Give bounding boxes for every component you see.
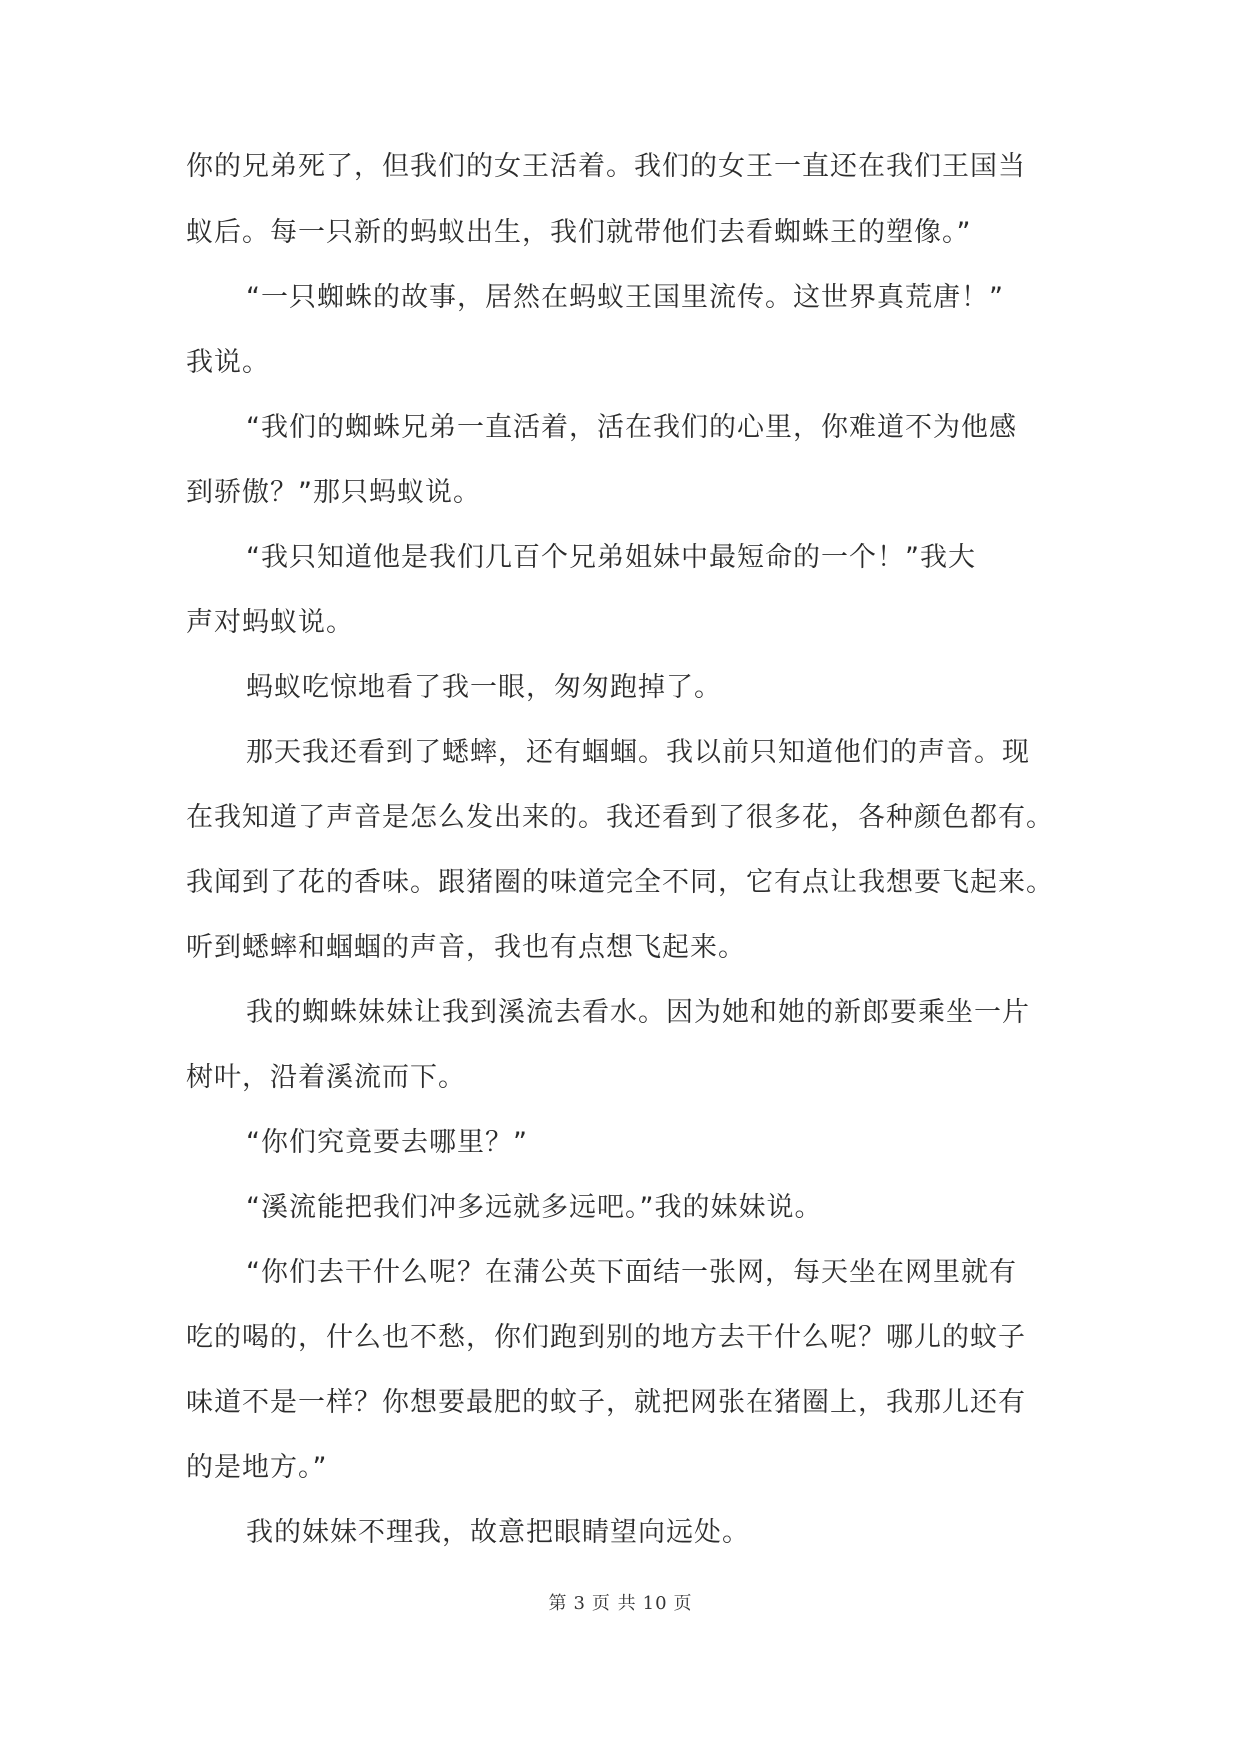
text-line: 蚂蚁吃惊地看了我一眼，匆匆跑掉了。 (246, 672, 722, 703)
text-line: 的是地方。” (186, 1452, 328, 1483)
text-line: 味道不是一样？你想要最肥的蚊子，就把网张在猪圈上，我那儿还有 (186, 1387, 1026, 1418)
text-line: “你们去干什么呢？在蒲公英下面结一张网，每天坐在网里就有 (246, 1257, 1017, 1288)
text-line: 树叶，沿着溪流而下。 (186, 1062, 466, 1093)
footer-current-page: 3 (573, 1593, 586, 1614)
text-line: 声对蚂蚁说。 (186, 607, 354, 638)
text-line: “我只知道他是我们几百个兄弟姐妹中最短命的一个！”我大 (246, 542, 976, 573)
footer-middle: 页 共 (591, 1593, 637, 1614)
text-line: 我的妹妹不理我，故意把眼睛望向远处。 (246, 1517, 750, 1548)
text-line: 蚁后。每一只新的蚂蚁出生，我们就带他们去看蜘蛛王的塑像。” (186, 217, 972, 248)
text-line: 我的蜘蛛妹妹让我到溪流去看水。因为她和她的新郎要乘坐一片 (246, 997, 1030, 1028)
footer-suffix: 页 (673, 1593, 693, 1614)
text-line: 那天我还看到了蟋蟀，还有蝈蝈。我以前只知道他们的声音。现 (246, 737, 1030, 768)
footer-total-pages: 10 (642, 1593, 668, 1614)
text-line: “溪流能把我们冲多远就多远吧。”我的妹妹说。 (246, 1192, 823, 1223)
text-line: 我说。 (186, 347, 270, 378)
text-line: “一只蜘蛛的故事，居然在蚂蚁王国里流传。这世界真荒唐！” (246, 282, 1004, 313)
footer-prefix: 第 (548, 1593, 568, 1614)
text-line: 我闻到了花的香味。跟猪圈的味道完全不同，它有点让我想要飞起来。 (186, 867, 1054, 898)
text-line: 在我知道了声音是怎么发出来的。我还看到了很多花，各种颜色都有。 (186, 802, 1054, 833)
text-line: “你们究竟要去哪里？” (246, 1127, 528, 1158)
text-line: 听到蟋蟀和蝈蝈的声音，我也有点想飞起来。 (186, 932, 746, 963)
text-line: 到骄傲？”那只蚂蚁说。 (186, 477, 481, 508)
page-footer (0, 1592, 1241, 1616)
text-line: 吃的喝的，什么也不愁，你们跑到别的地方去干什么呢？哪儿的蚊子 (186, 1322, 1026, 1353)
text-line: “我们的蜘蛛兄弟一直活着，活在我们的心里，你难道不为他感 (246, 412, 1017, 443)
text-line: 你的兄弟死了，但我们的女王活着。我们的女王一直还在我们王国当 (186, 151, 1026, 182)
